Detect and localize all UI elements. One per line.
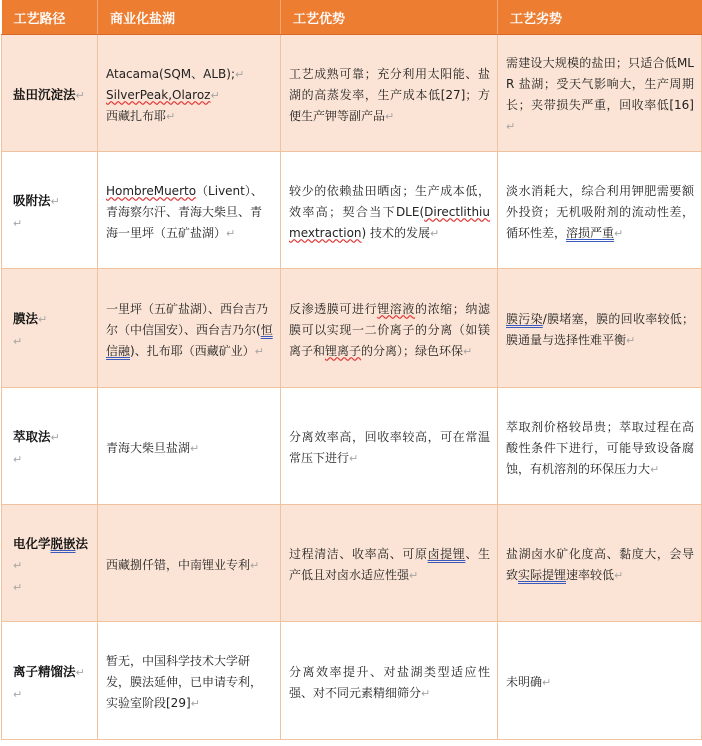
- lithium-process-table: [1, 0, 702, 740]
- disadvantages-text: 淡水消耗大，综合利用钾肥需要额外投资；无机吸附剂的流动性差，循环性差，: [506, 183, 694, 240]
- disadvantages-text: 需建设大规模的盐田；只适合低MLR 盐湖；受天气影响大，生产周期长；夹带损失严重，回收率低[16]: [506, 56, 694, 112]
- advantages-text: 卤提锂: [427, 547, 466, 561]
- paragraph-mark-icon: [166, 110, 175, 123]
- lakes-line: SilverPeak,Olaroz: [106, 87, 211, 102]
- paragraph-mark-icon: [13, 688, 22, 701]
- advantages-text: 反渗透膜可进行: [289, 301, 378, 316]
- advantages-text: 工艺成熟可靠；充分利用太阳能、盐湖的高蒸发率，生产成本低[27]；方便生产钾等副产品: [289, 66, 490, 123]
- disadvantages-text: 萃取剂价格较昂贵；萃取过程在高酸性条件下进行，可能导致设备腐蚀，有机溶剂的环保压力大: [506, 419, 694, 476]
- paragraph-mark-icon: [190, 442, 199, 455]
- paragraph-mark-icon: [430, 227, 439, 240]
- disadvantages-text: 实际提锂: [518, 568, 567, 582]
- paragraph-mark-icon: [409, 569, 418, 582]
- paragraph-mark-icon: [13, 581, 22, 594]
- route-label: 法: [75, 535, 89, 551]
- lakes-text: 一里坪（五矿盐湖）、西台吉乃尔（中信国安）、西台吉乃尔(: [106, 301, 269, 337]
- paragraph-mark-icon: [51, 195, 60, 208]
- route-label: 萃取法: [13, 429, 51, 444]
- paragraph-mark-icon: [13, 453, 22, 466]
- paragraph-mark-icon: [76, 666, 85, 679]
- disadvantages-cell: [498, 152, 702, 269]
- table-row: [2, 269, 702, 388]
- header-advantages: 工艺优势: [281, 0, 498, 35]
- route-cell: [2, 388, 98, 505]
- paragraph-mark-icon: [614, 227, 623, 240]
- lakes-cell: [98, 152, 281, 269]
- lakes-text: 青海大柴旦盐湖: [106, 440, 191, 455]
- route-label: 脱嵌: [50, 535, 76, 551]
- disadvantages-cell: [498, 622, 702, 740]
- disadvantages-text: /膜堵塞，膜的回收率较低；膜通量与选择性难平衡: [506, 312, 694, 347]
- advantages-text: Directlithiumextraction: [289, 204, 490, 240]
- route-cell: [2, 622, 98, 740]
- lakes-cell: [98, 35, 281, 152]
- lakes-cell: [98, 388, 281, 505]
- route-label: 吸附法: [13, 193, 51, 208]
- lakes-line: 西藏扎布耶: [106, 108, 167, 123]
- paragraph-mark-icon: [255, 345, 264, 358]
- paragraph-mark-icon: [506, 120, 515, 133]
- advantages-text: 、生产低且对卤水适应性强: [289, 547, 490, 582]
- disadvantages-text: 未明确: [506, 675, 543, 689]
- paragraph-mark-icon: [421, 687, 430, 700]
- table-row: [2, 388, 702, 505]
- lakes-text: HombreMuerto: [106, 183, 197, 198]
- lakes-text: 恒信融: [106, 322, 273, 358]
- table-row: [2, 505, 702, 622]
- advantages-cell: [281, 505, 498, 622]
- paragraph-mark-icon: [76, 89, 85, 102]
- disadvantages-text: 盐湖卤水矿化度高、黏度大，会导致: [506, 547, 694, 582]
- paragraph-mark-icon: [650, 463, 659, 476]
- paragraph-mark-icon: [13, 217, 22, 230]
- advantages-text: 锂溶液: [377, 301, 415, 316]
- disadvantages-cell: [498, 388, 702, 505]
- advantages-text: 的浓缩；纳滤膜可以实现一二价离子的分离（如镁离子和: [289, 301, 490, 358]
- disadvantages-cell: [498, 505, 702, 622]
- paragraph-mark-icon: [614, 569, 623, 582]
- advantages-cell: [281, 622, 498, 740]
- advantages-cell: [281, 269, 498, 388]
- paragraph-mark-icon: [235, 68, 244, 81]
- advantages-text: 分离效率提升、对盐湖类型适应性强、对不同元素精细筛分: [289, 664, 490, 700]
- table-row: [2, 622, 702, 740]
- advantages-text: 锂离子: [325, 343, 362, 358]
- advantages-text: 分离效率高，回收率较高，可在常温常压下进行: [289, 430, 490, 465]
- paragraph-mark-icon: [542, 676, 551, 689]
- route-label: 电化学: [13, 535, 51, 551]
- lakes-text: )、扎布耶（西藏矿业）: [130, 343, 255, 358]
- header-row: [2, 0, 702, 35]
- paragraph-mark-icon: [38, 313, 47, 326]
- route-label: 盐田沉淀法: [13, 87, 76, 102]
- lakes-cell: [98, 269, 281, 388]
- paragraph-mark-icon: [191, 697, 200, 710]
- header-route: 工艺路径: [2, 0, 98, 35]
- paragraph-mark-icon: [463, 345, 472, 358]
- paragraph-mark-icon: [349, 452, 358, 465]
- route-cell: [2, 269, 98, 388]
- paragraph-mark-icon: [210, 89, 219, 102]
- route-cell: [2, 35, 98, 152]
- route-cell: [2, 505, 98, 622]
- lakes-text: 西藏捌仟错，中南锂业专利: [106, 557, 251, 572]
- paragraph-mark-icon: [13, 559, 22, 572]
- disadvantages-text: 膜污染: [506, 312, 543, 326]
- advantages-cell: [281, 152, 498, 269]
- paragraph-mark-icon: [250, 559, 259, 572]
- disadvantages-text: 速率较低: [566, 568, 615, 582]
- lakes-cell: [98, 622, 281, 740]
- advantages-text: ) 技术的发展: [361, 225, 431, 240]
- header-disadvantages: 工艺劣势: [498, 0, 702, 35]
- route-cell: [2, 152, 98, 269]
- disadvantages-cell: [498, 35, 702, 152]
- paragraph-mark-icon: [626, 334, 635, 347]
- route-label: 离子精馏法: [13, 663, 76, 679]
- paragraph-mark-icon: [385, 110, 394, 123]
- lakes-text: 暂无，中国科学技术大学研发，膜法延伸，已申请专利，实验室阶段[29]: [106, 654, 263, 710]
- paragraph-mark-icon: [51, 431, 60, 444]
- disadvantages-cell: [498, 269, 702, 388]
- lakes-line: Atacama(SQM、ALB);: [106, 66, 236, 81]
- table-row: [2, 35, 702, 152]
- lakes-text: （Livent）、青海察尔汗、青海大柴旦、青海一里坪（五矿盐湖）: [106, 183, 263, 240]
- disadvantages-text: 溶损严重: [566, 225, 615, 240]
- advantages-text: 较少的依赖盐田晒卤；生产成本低，效率高；契合当下DLE(: [289, 183, 490, 219]
- table-row: [2, 152, 702, 269]
- route-label: 膜法: [13, 311, 39, 326]
- lakes-cell: [98, 505, 281, 622]
- advantages-cell: [281, 388, 498, 505]
- advantages-cell: [281, 35, 498, 152]
- advantages-text: 过程清洁、收率高、可原: [289, 547, 428, 561]
- header-commercial-lakes: 商业化盐湖: [98, 0, 281, 35]
- advantages-text: 的分离）；绿色环保: [361, 343, 464, 358]
- paragraph-mark-icon: [226, 227, 235, 240]
- paragraph-mark-icon: [13, 335, 22, 348]
